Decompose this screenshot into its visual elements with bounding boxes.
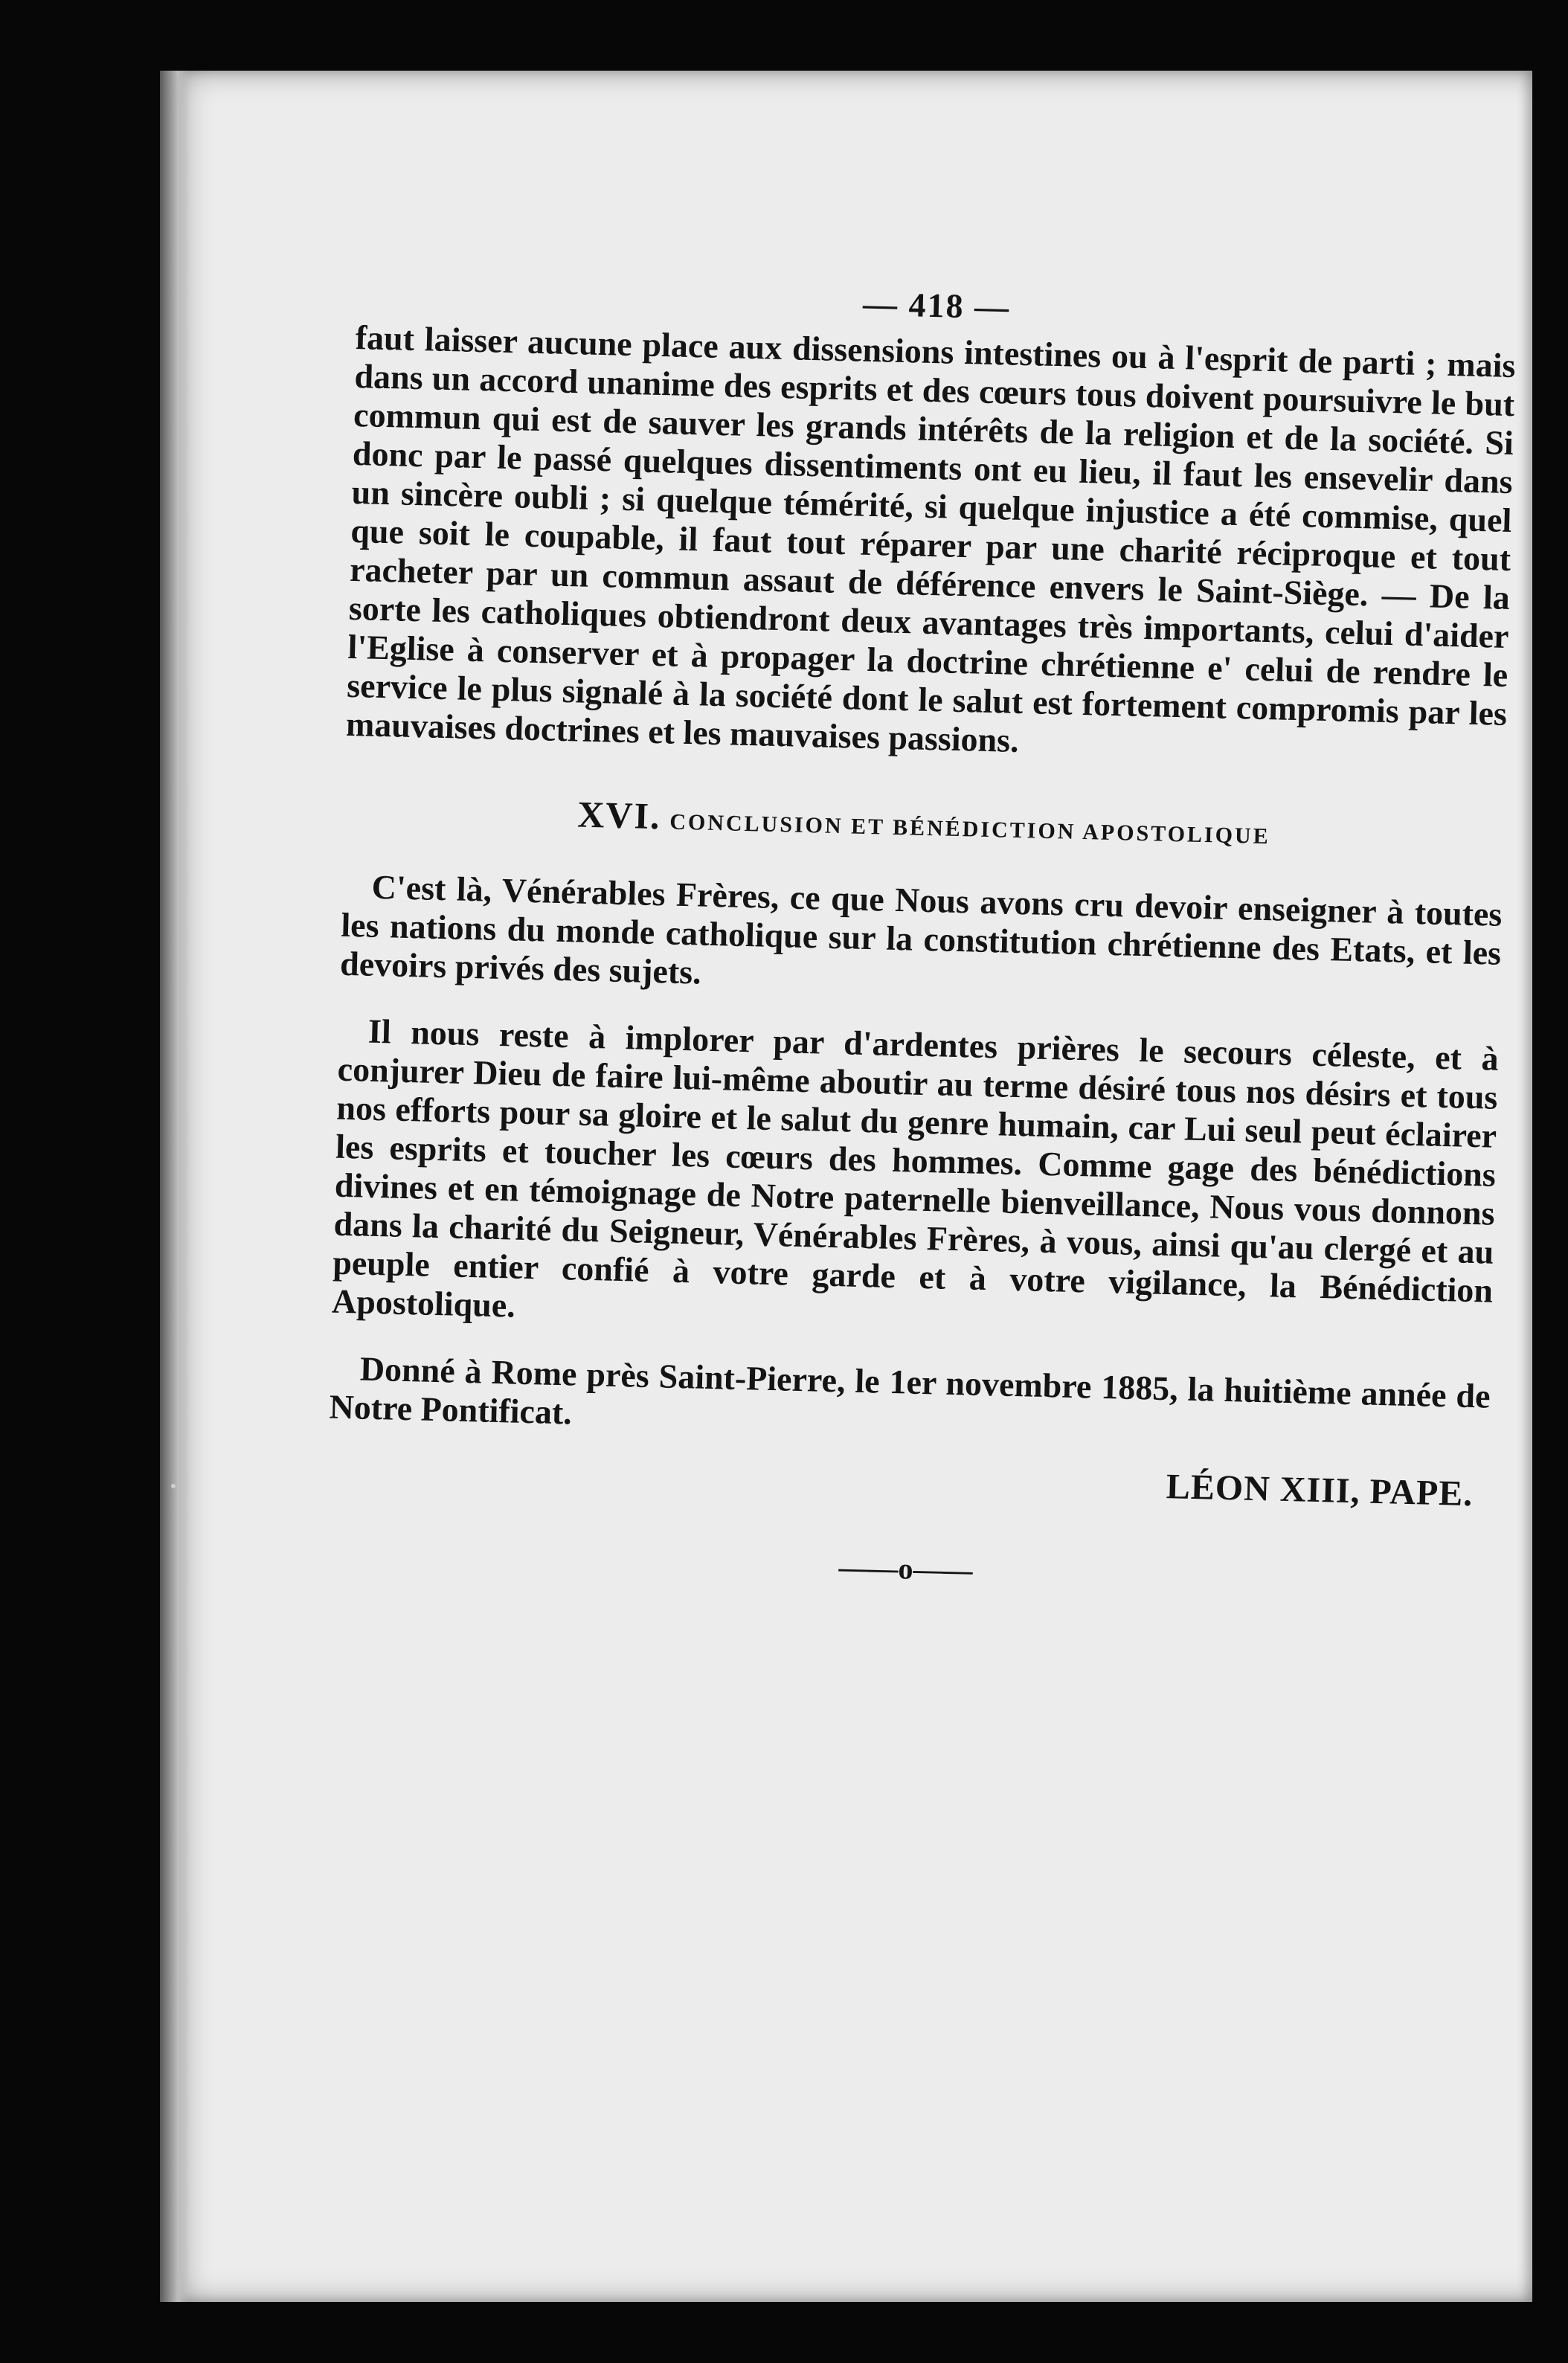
section-heading: [344, 787, 1505, 858]
end-ornament: ——o——: [838, 1550, 974, 1587]
page-text-block: [325, 271, 1517, 1601]
section-numeral: XVI.: [576, 793, 662, 838]
signature: LÉON XIII, PAPE.: [1166, 1467, 1474, 1514]
paragraph-continuation: faut laisser aucune place aux dissensions intestines ou à l'esprit de parti ; mais dans un accord unanime des esprits et des cœurs tous doivent poursuivre le but commun qui est de sauver les grands intérêts de la religion et de la société. Si donc par le passé quelques dissentiments ont eu lieu, il faut les ensevelir dans un sincère oubli ; si quelque témérité, si quelque injustice a été commise, quel que soit le coupable, il faut tout réparer par une charité réciproque et tout racheter par un commun assaut de déférence envers le Saint-Siège. — De la sorte les catholiques obtiendront deux avantages très importants, celui d'aider l'Eglise à conserver et à propager la doctrine chrétienne e' celui de rendre le service le plus signalé à la société dont le salut est fortement compromis par les mauvaises doctrines et les mauvaises passions.: [345, 318, 1516, 759]
book-page: [160, 71, 1532, 2302]
paragraph-benediction: Il nous reste à implorer par d'ardentes prières le secours céleste, et à conjurer Dieu de faire lui-même aboutir au terme désiré tous nos désirs et tous nos efforts pour sa gloire et le salut du genre humain, car Lui seul peut éclairer les esprits et toucher les cœurs des hommes. Comme gage des bénédictions divines et en témoignage de Notre paternelle bienveillance, Nous vous donnons dans la charité du Seigneur, Vénérables Frères, à vous, ainsi qu'au clergé et au peuple entier confié à votre garde et à votre vigilance, la Bénédiction Apostolique.: [331, 1012, 1500, 1325]
page-number: — 418 —: [862, 284, 1011, 327]
paragraph-conclusion: C'est là, Vénérables Frères, ce que Nous avons cru devoir enseigner à toutes les nations du monde catholique sur la constitution chrétienne des Etats, et les devoirs privés des sujets.: [339, 867, 1503, 991]
section-title: CONCLUSION ET BÉNÉDICTION APOSTOLIQUE: [669, 809, 1271, 849]
scan-speck: [171, 1484, 176, 1488]
paragraph-dateline: Donné à Rome près Saint-Pierre, le 1er novembre 1885, la huitième année de Notre Pontificat.: [329, 1349, 1491, 1432]
page-gutter-shadow: [160, 71, 190, 2302]
